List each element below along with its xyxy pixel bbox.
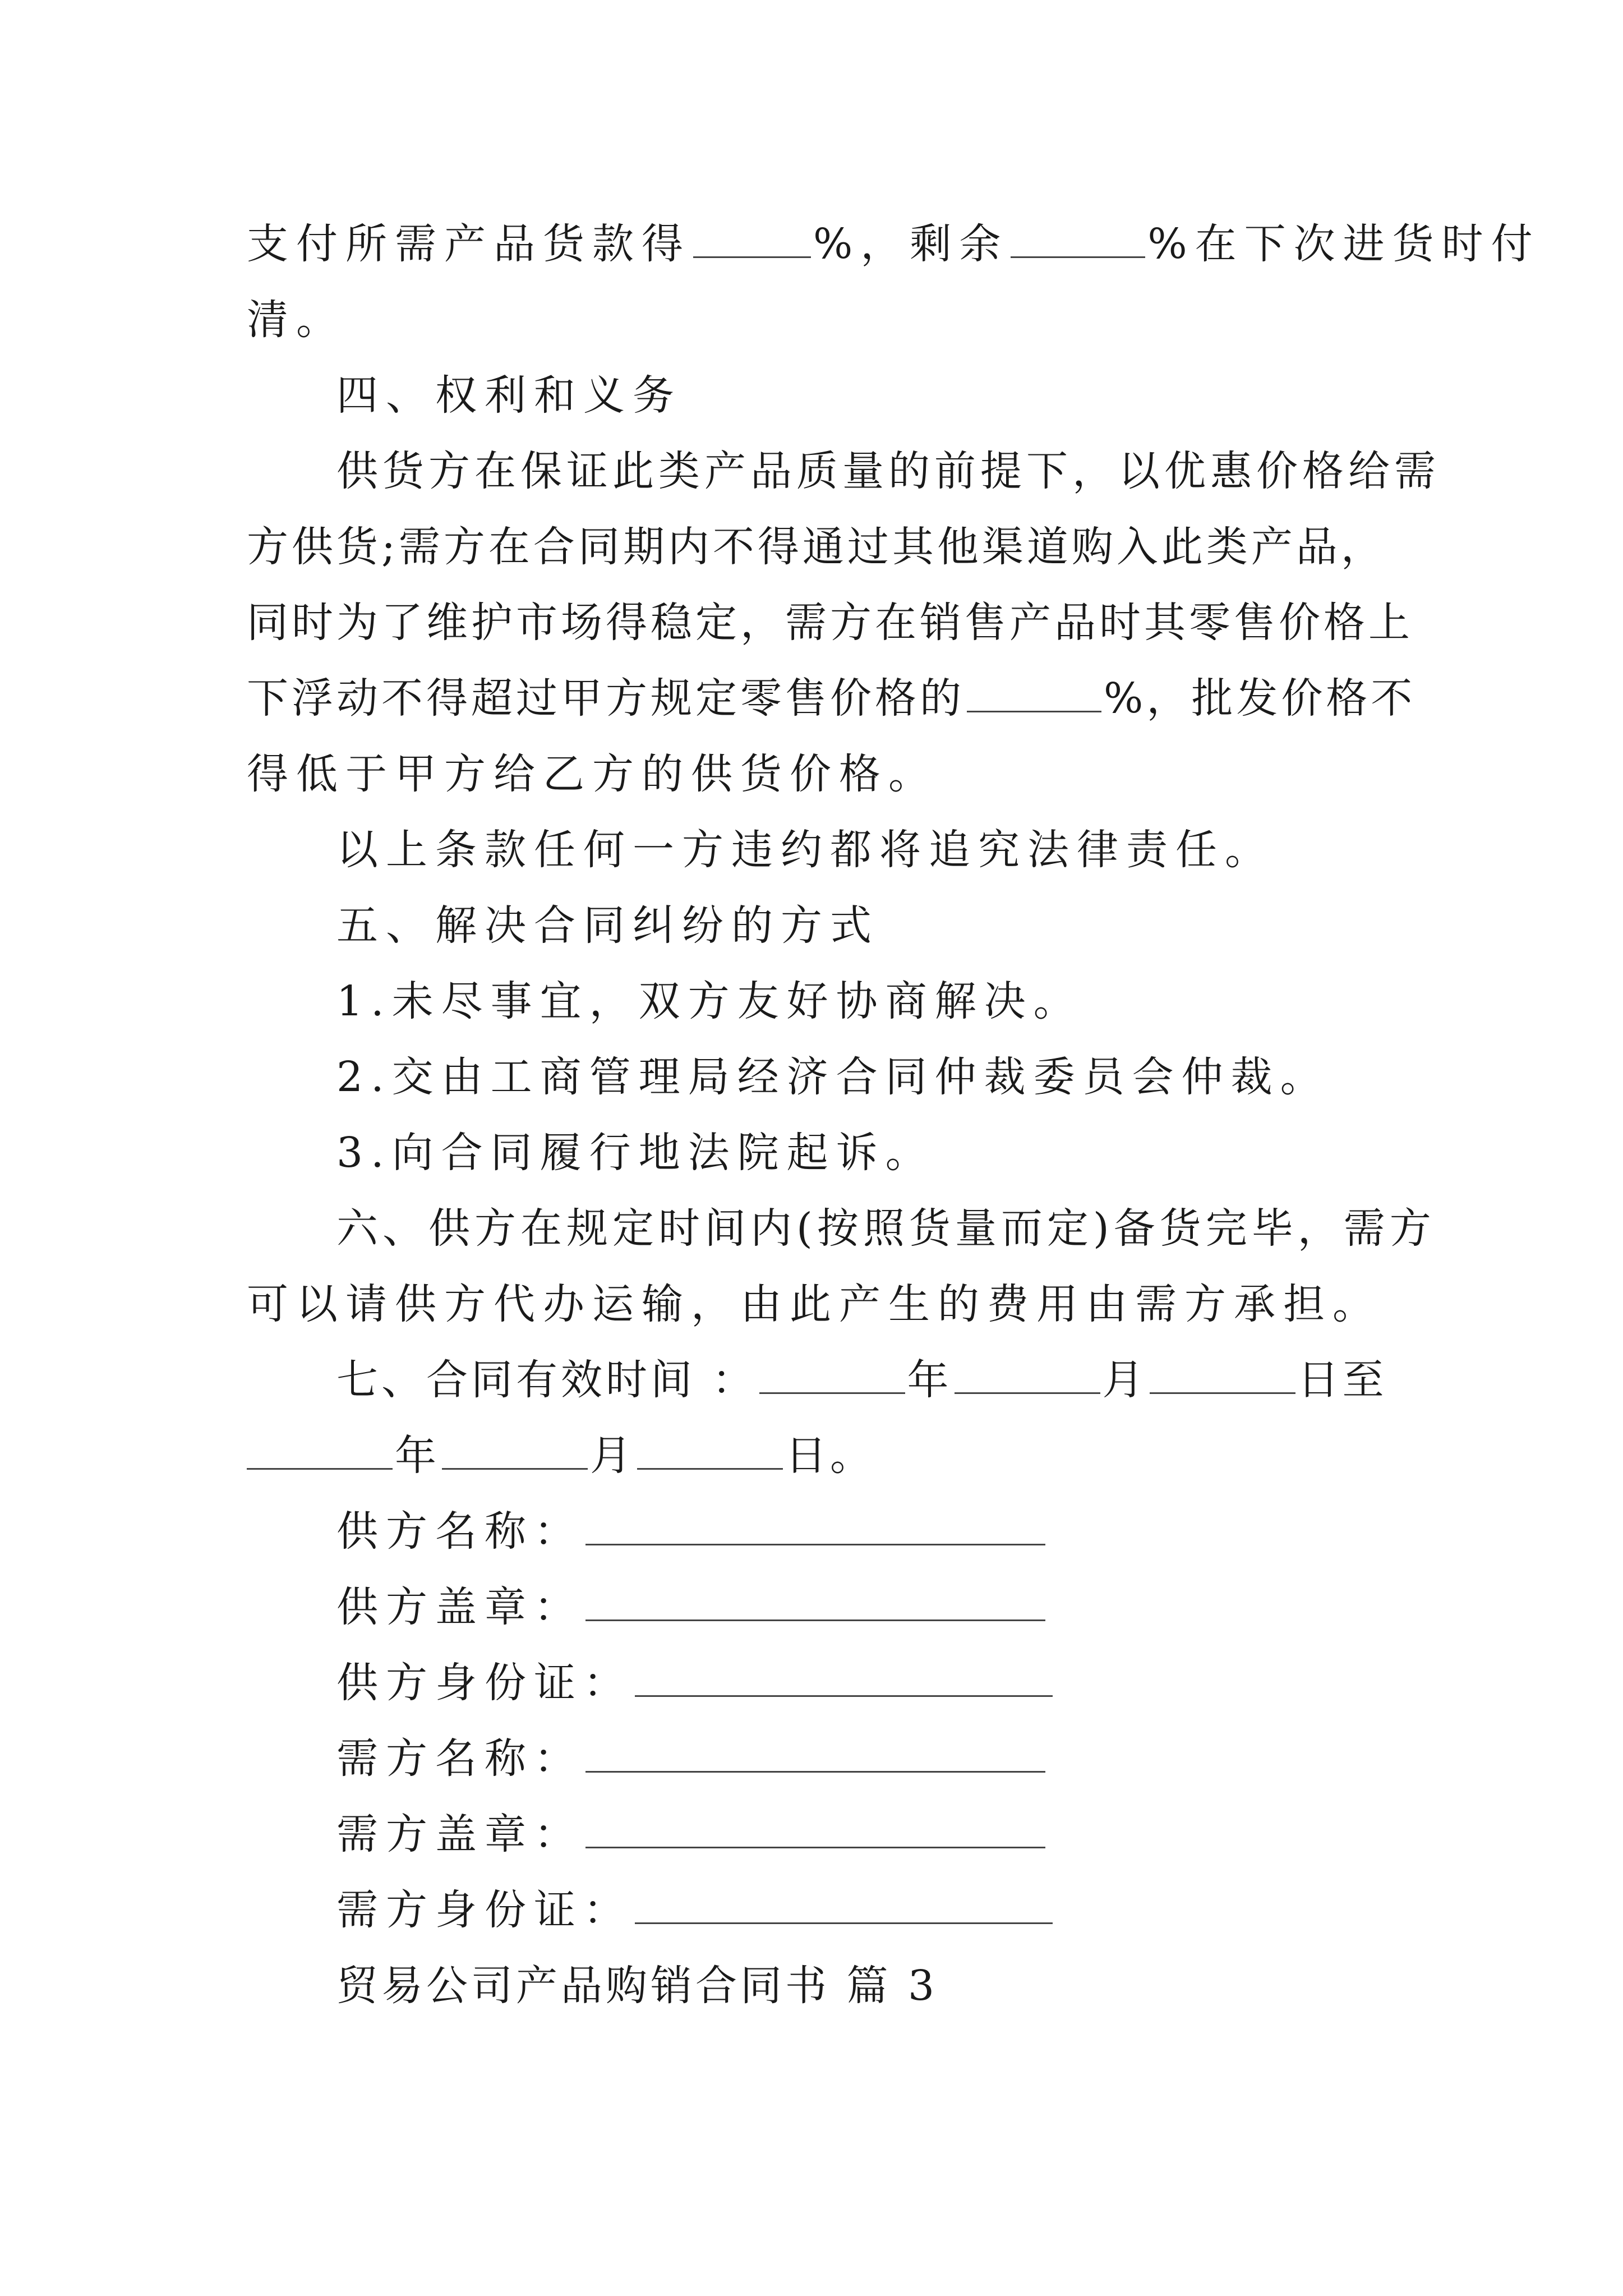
supplier-seal-row <box>336 1579 1048 1635</box>
buyer-name-blank[interactable] <box>585 1736 1045 1773</box>
payment-text-a: 支付所需产品货款得 <box>247 220 691 268</box>
start-year-label: 年 <box>907 1356 952 1404</box>
start-day-label: 日至 <box>1297 1356 1387 1404</box>
end-day-blank[interactable] <box>637 1433 783 1470</box>
section7-label: 七、合同有效时间 ： <box>336 1356 757 1404</box>
section4-para-line-3: 同时为了维护市场得稳定，需方在销售产品时其零售价格上 <box>247 599 1413 647</box>
payment-line-2: 清。 <box>247 296 345 344</box>
buyer-seal-label: 需方盖章： <box>336 1810 583 1858</box>
buyer-id-blank[interactable] <box>635 1888 1053 1924</box>
percent-blank-2[interactable] <box>1011 222 1145 258</box>
supplier-name-label: 供方名称： <box>336 1507 583 1556</box>
section4-para-line-4 <box>247 670 1415 726</box>
start-month-label: 月 <box>1102 1356 1147 1404</box>
payment-text-b: %，剩余 <box>813 220 1009 268</box>
end-year-blank[interactable] <box>247 1433 393 1470</box>
section5-heading: 五、解决合同纠纷的方式 <box>336 901 879 950</box>
start-month-blank[interactable] <box>955 1358 1100 1394</box>
supplier-seal-label: 供方盖章： <box>336 1583 583 1631</box>
supplier-id-row <box>336 1655 1055 1711</box>
supplier-id-label: 供方身份证： <box>336 1659 633 1707</box>
section5-item-1: 1.未尽事宜，双方友好协商解决。 <box>336 977 1083 1025</box>
section4-line4-text-a: 下浮动不得超过甲方规定零售价格的 <box>247 674 965 723</box>
section4-para-line-1: 供货方在保证此类产品质量的前提下，以优惠价格给需 <box>336 447 1440 495</box>
supplier-id-blank[interactable] <box>635 1660 1053 1697</box>
section6-line-1: 六、供方在规定时间内(按照货量而定)备货完毕，需方 <box>336 1204 1436 1253</box>
section7-line-2 <box>247 1428 875 1484</box>
end-month-label: 月 <box>590 1432 635 1480</box>
buyer-seal-blank[interactable] <box>585 1812 1045 1848</box>
section4-line4-text-b: %，批发价格不 <box>1104 674 1416 723</box>
supplier-name-row <box>336 1503 1048 1559</box>
section4-liability: 以上条款任何一方违约都将追究法律责任。 <box>336 826 1274 874</box>
start-year-blank[interactable] <box>759 1358 905 1394</box>
supplier-seal-blank[interactable] <box>585 1585 1045 1621</box>
end-month-blank[interactable] <box>442 1433 588 1470</box>
next-contract-title: 贸易公司产品购销合同书 篇 3 <box>336 1962 938 2010</box>
percent-blank-3[interactable] <box>967 676 1101 712</box>
section4-heading: 四、权利和义务 <box>336 371 682 420</box>
section7-line-1 <box>336 1352 1387 1408</box>
end-day-label: 日。 <box>785 1432 875 1480</box>
percent-blank-1[interactable] <box>693 222 811 258</box>
buyer-seal-row <box>336 1806 1048 1862</box>
section4-para-line-5: 得低于甲方给乙方的供货价格。 <box>247 750 938 798</box>
buyer-id-label: 需方身份证： <box>336 1886 633 1934</box>
supplier-name-blank[interactable] <box>585 1509 1045 1545</box>
section4-para-line-2: 方供货;需方在合同期内不得通过其他渠道购入此类产品， <box>247 523 1386 571</box>
buyer-id-row <box>336 1882 1055 1938</box>
end-year-label: 年 <box>395 1432 440 1480</box>
section5-item-2: 2.交由工商管理局经济合同仲裁委员会仲裁。 <box>336 1053 1330 1101</box>
start-day-blank[interactable] <box>1150 1358 1295 1394</box>
section5-item-3: 3.向合同履行地法院起诉。 <box>336 1129 935 1177</box>
buyer-name-label: 需方名称： <box>336 1734 583 1783</box>
section6-line-2: 可以请供方代办运输，由此产生的费用由需方承担。 <box>247 1280 1382 1328</box>
payment-line-1 <box>247 216 1541 272</box>
payment-text-c: %在下次进货时付 <box>1147 220 1541 268</box>
buyer-name-row <box>336 1731 1048 1787</box>
